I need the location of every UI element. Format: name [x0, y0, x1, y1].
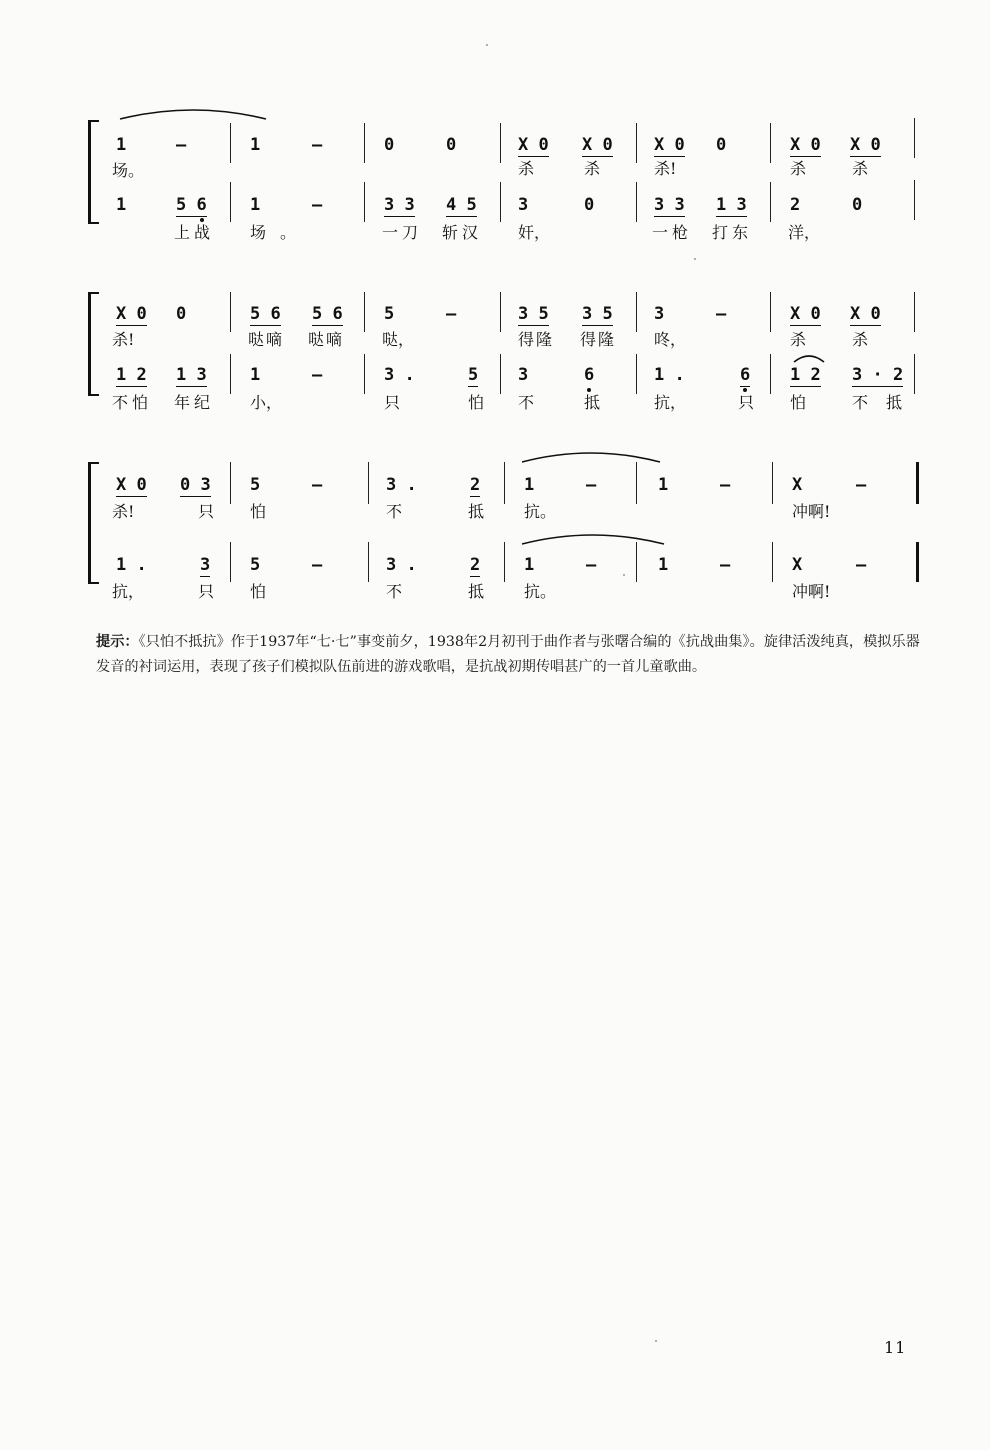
- barline: [500, 292, 501, 332]
- lyric: 哒嘀: [248, 330, 285, 349]
- barline: [364, 292, 365, 332]
- note: [180, 476, 211, 494]
- lyric: 抵: [886, 393, 903, 412]
- annotation-note: [96, 630, 926, 680]
- paper-speck: [486, 44, 488, 46]
- note: [312, 305, 343, 323]
- note-group: 0 3: [180, 475, 211, 495]
- note-low-octave: 6: [740, 365, 751, 385]
- lyric: 小，: [250, 393, 283, 412]
- barline: [914, 180, 915, 220]
- barline: [770, 123, 771, 163]
- note-group: 2: [470, 555, 481, 575]
- lyric: 不: [518, 393, 535, 412]
- note: 1: [524, 475, 535, 495]
- note-group: X 0: [790, 135, 821, 155]
- note: [584, 366, 594, 384]
- barline: [504, 542, 505, 582]
- note: 1: [250, 195, 261, 215]
- tie-slur: [792, 352, 826, 364]
- note: 3: [518, 195, 529, 215]
- note-group: X 0: [116, 475, 147, 495]
- lyric: 哒嘀: [308, 330, 345, 349]
- note: [470, 476, 480, 494]
- jianpu-score: [0, 0, 990, 720]
- note-group: 5: [468, 365, 479, 385]
- note: [384, 196, 415, 214]
- lyric: 只: [738, 393, 755, 412]
- note: 1: [658, 555, 669, 575]
- lyric: 杀: [518, 159, 535, 178]
- lyric: 上战: [174, 223, 215, 242]
- note: [790, 366, 821, 384]
- lyric: 场。: [250, 223, 311, 242]
- note: –: [312, 365, 323, 385]
- note: 1 .: [654, 365, 685, 385]
- note: [850, 305, 881, 323]
- note-group: 3: [200, 555, 211, 575]
- note: –: [312, 475, 323, 495]
- barline: [914, 354, 915, 394]
- paper-speck: [694, 258, 696, 260]
- tie-slur: [520, 530, 666, 546]
- barline: [500, 182, 501, 222]
- barline: [364, 182, 365, 222]
- barline: [230, 292, 231, 332]
- note-group: X 0: [654, 135, 685, 155]
- note: –: [446, 304, 457, 324]
- barline: [914, 118, 915, 158]
- barline: [914, 292, 915, 332]
- note: [468, 366, 478, 384]
- barline: [772, 462, 773, 504]
- note: 2: [790, 195, 801, 215]
- barline: [636, 354, 637, 394]
- note-group: 5 6: [250, 304, 281, 324]
- page-number: 11: [884, 1338, 907, 1357]
- lyric: 抗，: [112, 582, 145, 601]
- note-group: 1 2: [116, 365, 147, 385]
- note: [740, 366, 750, 384]
- note: –: [716, 304, 727, 324]
- note: [116, 476, 147, 494]
- lyric: 抵: [468, 502, 485, 521]
- note: [790, 305, 821, 323]
- note: 1: [250, 135, 261, 155]
- note: X: [792, 475, 803, 495]
- note-low-octave: 6: [584, 365, 595, 385]
- note: [582, 305, 613, 323]
- lyric: 不: [852, 393, 869, 412]
- lyric: 杀: [790, 330, 807, 349]
- barline: [770, 182, 771, 222]
- note: 3: [518, 365, 529, 385]
- note: [116, 366, 147, 384]
- note: [518, 305, 549, 323]
- note: [200, 556, 210, 574]
- note: –: [586, 475, 597, 495]
- note: 5: [250, 475, 261, 495]
- barline: [770, 354, 771, 394]
- note: 1 .: [116, 555, 147, 575]
- note: –: [720, 555, 731, 575]
- note: [446, 196, 477, 214]
- lyric: 咚，: [654, 330, 687, 349]
- note: –: [176, 135, 187, 155]
- note: –: [856, 475, 867, 495]
- note: [654, 136, 685, 154]
- note-group: X 0: [850, 304, 881, 324]
- lyric: 杀!: [654, 159, 677, 178]
- note: 0: [852, 195, 863, 215]
- note: [470, 556, 480, 574]
- note-group: 4 5: [446, 195, 477, 215]
- lyric: 得隆: [518, 330, 555, 349]
- lyric: 怕: [250, 582, 267, 601]
- note: 1: [658, 475, 669, 495]
- lyric: 怕: [790, 393, 807, 412]
- note: 3 .: [384, 365, 415, 385]
- note: 3 .: [386, 555, 417, 575]
- note: [850, 136, 881, 154]
- note: [790, 136, 821, 154]
- barline: [230, 123, 231, 163]
- lyric: 冲啊!: [792, 582, 831, 601]
- note: [518, 136, 549, 154]
- lyric: 得隆: [580, 330, 617, 349]
- note: –: [312, 195, 323, 215]
- note: –: [856, 555, 867, 575]
- tie-slur: [118, 105, 268, 121]
- lyric: 打东: [712, 223, 753, 242]
- barline: [230, 462, 231, 504]
- lyric: 杀!: [112, 330, 135, 349]
- note: –: [312, 135, 323, 155]
- note-group: 3 3: [654, 195, 685, 215]
- barline: [368, 542, 369, 582]
- final-barline: [916, 542, 919, 582]
- barline: [636, 182, 637, 222]
- barline: [770, 292, 771, 332]
- note: 1: [250, 365, 261, 385]
- lyric: 奸，: [518, 223, 551, 242]
- note: [654, 196, 685, 214]
- annotation-label: 提示：: [96, 634, 139, 650]
- lyric: 只: [384, 393, 401, 412]
- barline: [504, 462, 505, 504]
- barline: [500, 123, 501, 163]
- lyric: 抗。: [524, 582, 557, 601]
- note: [852, 366, 903, 384]
- system-bracket: [88, 292, 99, 396]
- note-group: 2: [470, 475, 481, 495]
- note: 1: [524, 555, 535, 575]
- lyric: 杀: [584, 159, 601, 178]
- note: 1: [116, 135, 127, 155]
- note: [716, 196, 747, 214]
- note-group: X 0: [850, 135, 881, 155]
- barline: [636, 462, 637, 504]
- lyric: 抗，: [654, 393, 687, 412]
- lyric: 不: [386, 502, 403, 521]
- lyric: 只: [198, 502, 215, 521]
- note: 0: [584, 195, 595, 215]
- note-group: 5 6: [176, 195, 207, 215]
- note: 0: [176, 304, 187, 324]
- note: [176, 196, 207, 214]
- note: 0: [716, 135, 727, 155]
- lyric: 冲啊!: [792, 502, 831, 521]
- note: [176, 366, 207, 384]
- barline: [636, 292, 637, 332]
- lyric: 一枪: [652, 223, 693, 242]
- note-group: 1 2: [790, 365, 821, 385]
- note-group: 3 3: [384, 195, 415, 215]
- lyric: 不怕: [112, 393, 153, 412]
- note-group: [740, 365, 750, 387]
- note: –: [720, 475, 731, 495]
- note: 5: [250, 555, 261, 575]
- lyric: 抗。: [524, 502, 557, 521]
- lyric: 杀: [852, 330, 869, 349]
- lyric: 只: [198, 582, 215, 601]
- lyric: 杀: [790, 159, 807, 178]
- lyric: 场。: [112, 161, 145, 180]
- note-group: 1 3: [716, 195, 747, 215]
- note: –: [312, 555, 323, 575]
- barline: [636, 123, 637, 163]
- lyric: 斩汉: [442, 223, 483, 242]
- paper-speck: [623, 574, 625, 576]
- note-group: X 0: [518, 135, 549, 155]
- paper-speck: [655, 1340, 657, 1342]
- lyric: 一刀: [382, 223, 423, 242]
- system-bracket: [88, 120, 99, 224]
- barline: [368, 462, 369, 504]
- barline: [230, 354, 231, 394]
- lyric: 哒，: [382, 330, 415, 349]
- note: [116, 305, 147, 323]
- barline: [500, 354, 501, 394]
- barline: [230, 542, 231, 582]
- tie-slur: [520, 448, 662, 464]
- note: 0: [446, 135, 457, 155]
- note-group: 3 5: [582, 304, 613, 324]
- note-group: X 0: [790, 304, 821, 324]
- lyric: 抵: [584, 393, 601, 412]
- note: 1: [116, 195, 127, 215]
- note-group: X 0: [582, 135, 613, 155]
- note: X: [792, 555, 803, 575]
- note-group: 3 5: [518, 304, 549, 324]
- lyric: 不: [386, 582, 403, 601]
- note-group: 1 3: [176, 365, 207, 385]
- barline: [364, 123, 365, 163]
- annotation-body: 《只怕不抵抗》作于1937年“七·七”事变前夕，1938年2月初刊于曲作者与张曙合编的《抗战曲集》。旋律活泼纯真，模拟乐器发音的衬词运用，表现了孩子们模拟队伍前进的游戏歌唱，是抗战初期传唱甚广的一首儿童歌曲。: [96, 634, 920, 675]
- note: 3: [654, 304, 665, 324]
- lyric: 洋，: [788, 223, 821, 242]
- final-barline: [916, 462, 919, 504]
- note: –: [586, 555, 597, 575]
- barline: [772, 542, 773, 582]
- barline: [636, 542, 637, 582]
- note-group: X 0: [116, 304, 147, 324]
- note-group: 3 · 2: [852, 365, 904, 385]
- note: 5: [384, 304, 395, 324]
- barline: [230, 182, 231, 222]
- system-bracket: [88, 462, 99, 584]
- lyric: 杀: [852, 159, 869, 178]
- lyric: 抵: [468, 582, 485, 601]
- note: [250, 305, 281, 323]
- note: 0: [384, 135, 395, 155]
- lyric: 杀!: [112, 502, 135, 521]
- note: 3 .: [386, 475, 417, 495]
- note: [582, 136, 613, 154]
- lyric: 年纪: [174, 393, 215, 412]
- lyric: 怕: [468, 393, 485, 412]
- lyric: 怕: [250, 502, 267, 521]
- barline: [364, 354, 365, 394]
- note-group: 5 6: [312, 304, 343, 324]
